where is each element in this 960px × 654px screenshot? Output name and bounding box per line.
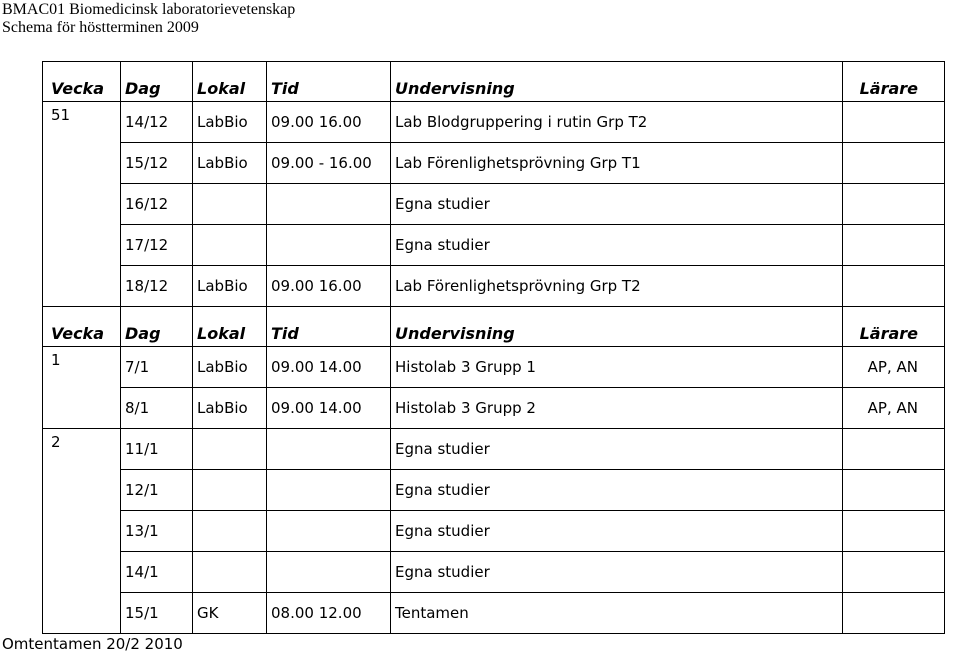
cell-larare: AP, AN [843,388,945,429]
cell-dag: 15/12 [121,143,193,184]
cell-lokal: GK [193,593,267,634]
cell-larare [843,184,945,225]
column-header-larare: Lärare [843,62,945,102]
schedule-row [43,347,945,388]
cell-undervisning: Tentamen [391,593,843,634]
cell-tid: 09.00 14.00 [267,347,391,388]
schedule-row [43,225,945,266]
cell-lokal [193,511,267,552]
cell-larare [843,552,945,593]
schedule-row [43,470,945,511]
cell-larare: AP, AN [843,347,945,388]
cell-undervisning: Lab Förenlighetsprövning Grp T2 [391,266,843,307]
schedule-row [43,143,945,184]
cell-tid [267,225,391,266]
cell-lokal: LabBio [193,102,267,143]
cell-tid [267,184,391,225]
cell-tid [267,429,391,470]
cell-lokal [193,225,267,266]
cell-lokal: LabBio [193,143,267,184]
schedule-row [43,184,945,225]
week-number: 2 [43,429,121,634]
cell-larare [843,225,945,266]
schedule-table [42,61,945,634]
cell-dag: 18/12 [121,266,193,307]
cell-dag: 7/1 [121,347,193,388]
cell-larare [843,266,945,307]
column-header-vecka: Vecka [43,62,121,102]
cell-undervisning: Egna studier [391,429,843,470]
cell-tid: 09.00 14.00 [267,388,391,429]
cell-tid: 09.00 16.00 [267,266,391,307]
cell-undervisning: Egna studier [391,552,843,593]
cell-dag: 14/12 [121,102,193,143]
column-header-tid: Tid [267,62,391,102]
schedule-row [43,266,945,307]
cell-lokal: LabBio [193,388,267,429]
week-number: 51 [43,102,121,307]
cell-lokal [193,470,267,511]
cell-undervisning: Histolab 3 Grupp 1 [391,347,843,388]
column-header-undervisning: Undervisning [391,307,843,347]
schedule-row [43,102,945,143]
cell-larare [843,102,945,143]
schedule-row [43,388,945,429]
schedule-row [43,552,945,593]
cell-undervisning: Lab Förenlighetsprövning Grp T1 [391,143,843,184]
cell-larare [843,593,945,634]
cell-dag: 17/12 [121,225,193,266]
cell-undervisning: Egna studier [391,225,843,266]
cell-undervisning: Egna studier [391,470,843,511]
week-number: 1 [43,347,121,429]
cell-larare [843,429,945,470]
schedule-row [43,429,945,470]
column-header-undervisning: Undervisning [391,62,843,102]
cell-tid [267,511,391,552]
cell-tid: 09.00 16.00 [267,102,391,143]
block2-header-row [43,307,945,347]
cell-undervisning: Histolab 3 Grupp 2 [391,388,843,429]
cell-undervisning: Lab Blodgruppering i rutin Grp T2 [391,102,843,143]
cell-dag: 15/1 [121,593,193,634]
column-header-dag: Dag [121,307,193,347]
cell-dag: 8/1 [121,388,193,429]
cell-undervisning: Egna studier [391,184,843,225]
cell-tid [267,470,391,511]
schedule-row [43,593,945,634]
cell-larare [843,143,945,184]
column-header-lokal: Lokal [193,62,267,102]
document-title: BMAC01 Biomedicinsk laboratorievetenskap [2,1,296,18]
schedule-row [43,511,945,552]
document-subtitle: Schema för höstterminen 2009 [2,19,199,36]
cell-dag: 16/12 [121,184,193,225]
column-header-larare: Lärare [843,307,945,347]
cell-lokal: LabBio [193,266,267,307]
cell-lokal: LabBio [193,347,267,388]
cell-tid [267,552,391,593]
column-header-tid: Tid [267,307,391,347]
block1-header-row [43,62,945,102]
cell-dag: 12/1 [121,470,193,511]
column-header-vecka: Vecka [43,307,121,347]
retake-note: Omtentamen 20/2 2010 [2,635,183,653]
cell-undervisning: Egna studier [391,511,843,552]
column-header-dag: Dag [121,62,193,102]
cell-lokal [193,184,267,225]
cell-lokal [193,552,267,593]
cell-lokal [193,429,267,470]
cell-tid: 08.00 12.00 [267,593,391,634]
cell-larare [843,470,945,511]
cell-tid: 09.00 - 16.00 [267,143,391,184]
cell-dag: 11/1 [121,429,193,470]
cell-dag: 13/1 [121,511,193,552]
cell-dag: 14/1 [121,552,193,593]
column-header-lokal: Lokal [193,307,267,347]
cell-larare [843,511,945,552]
